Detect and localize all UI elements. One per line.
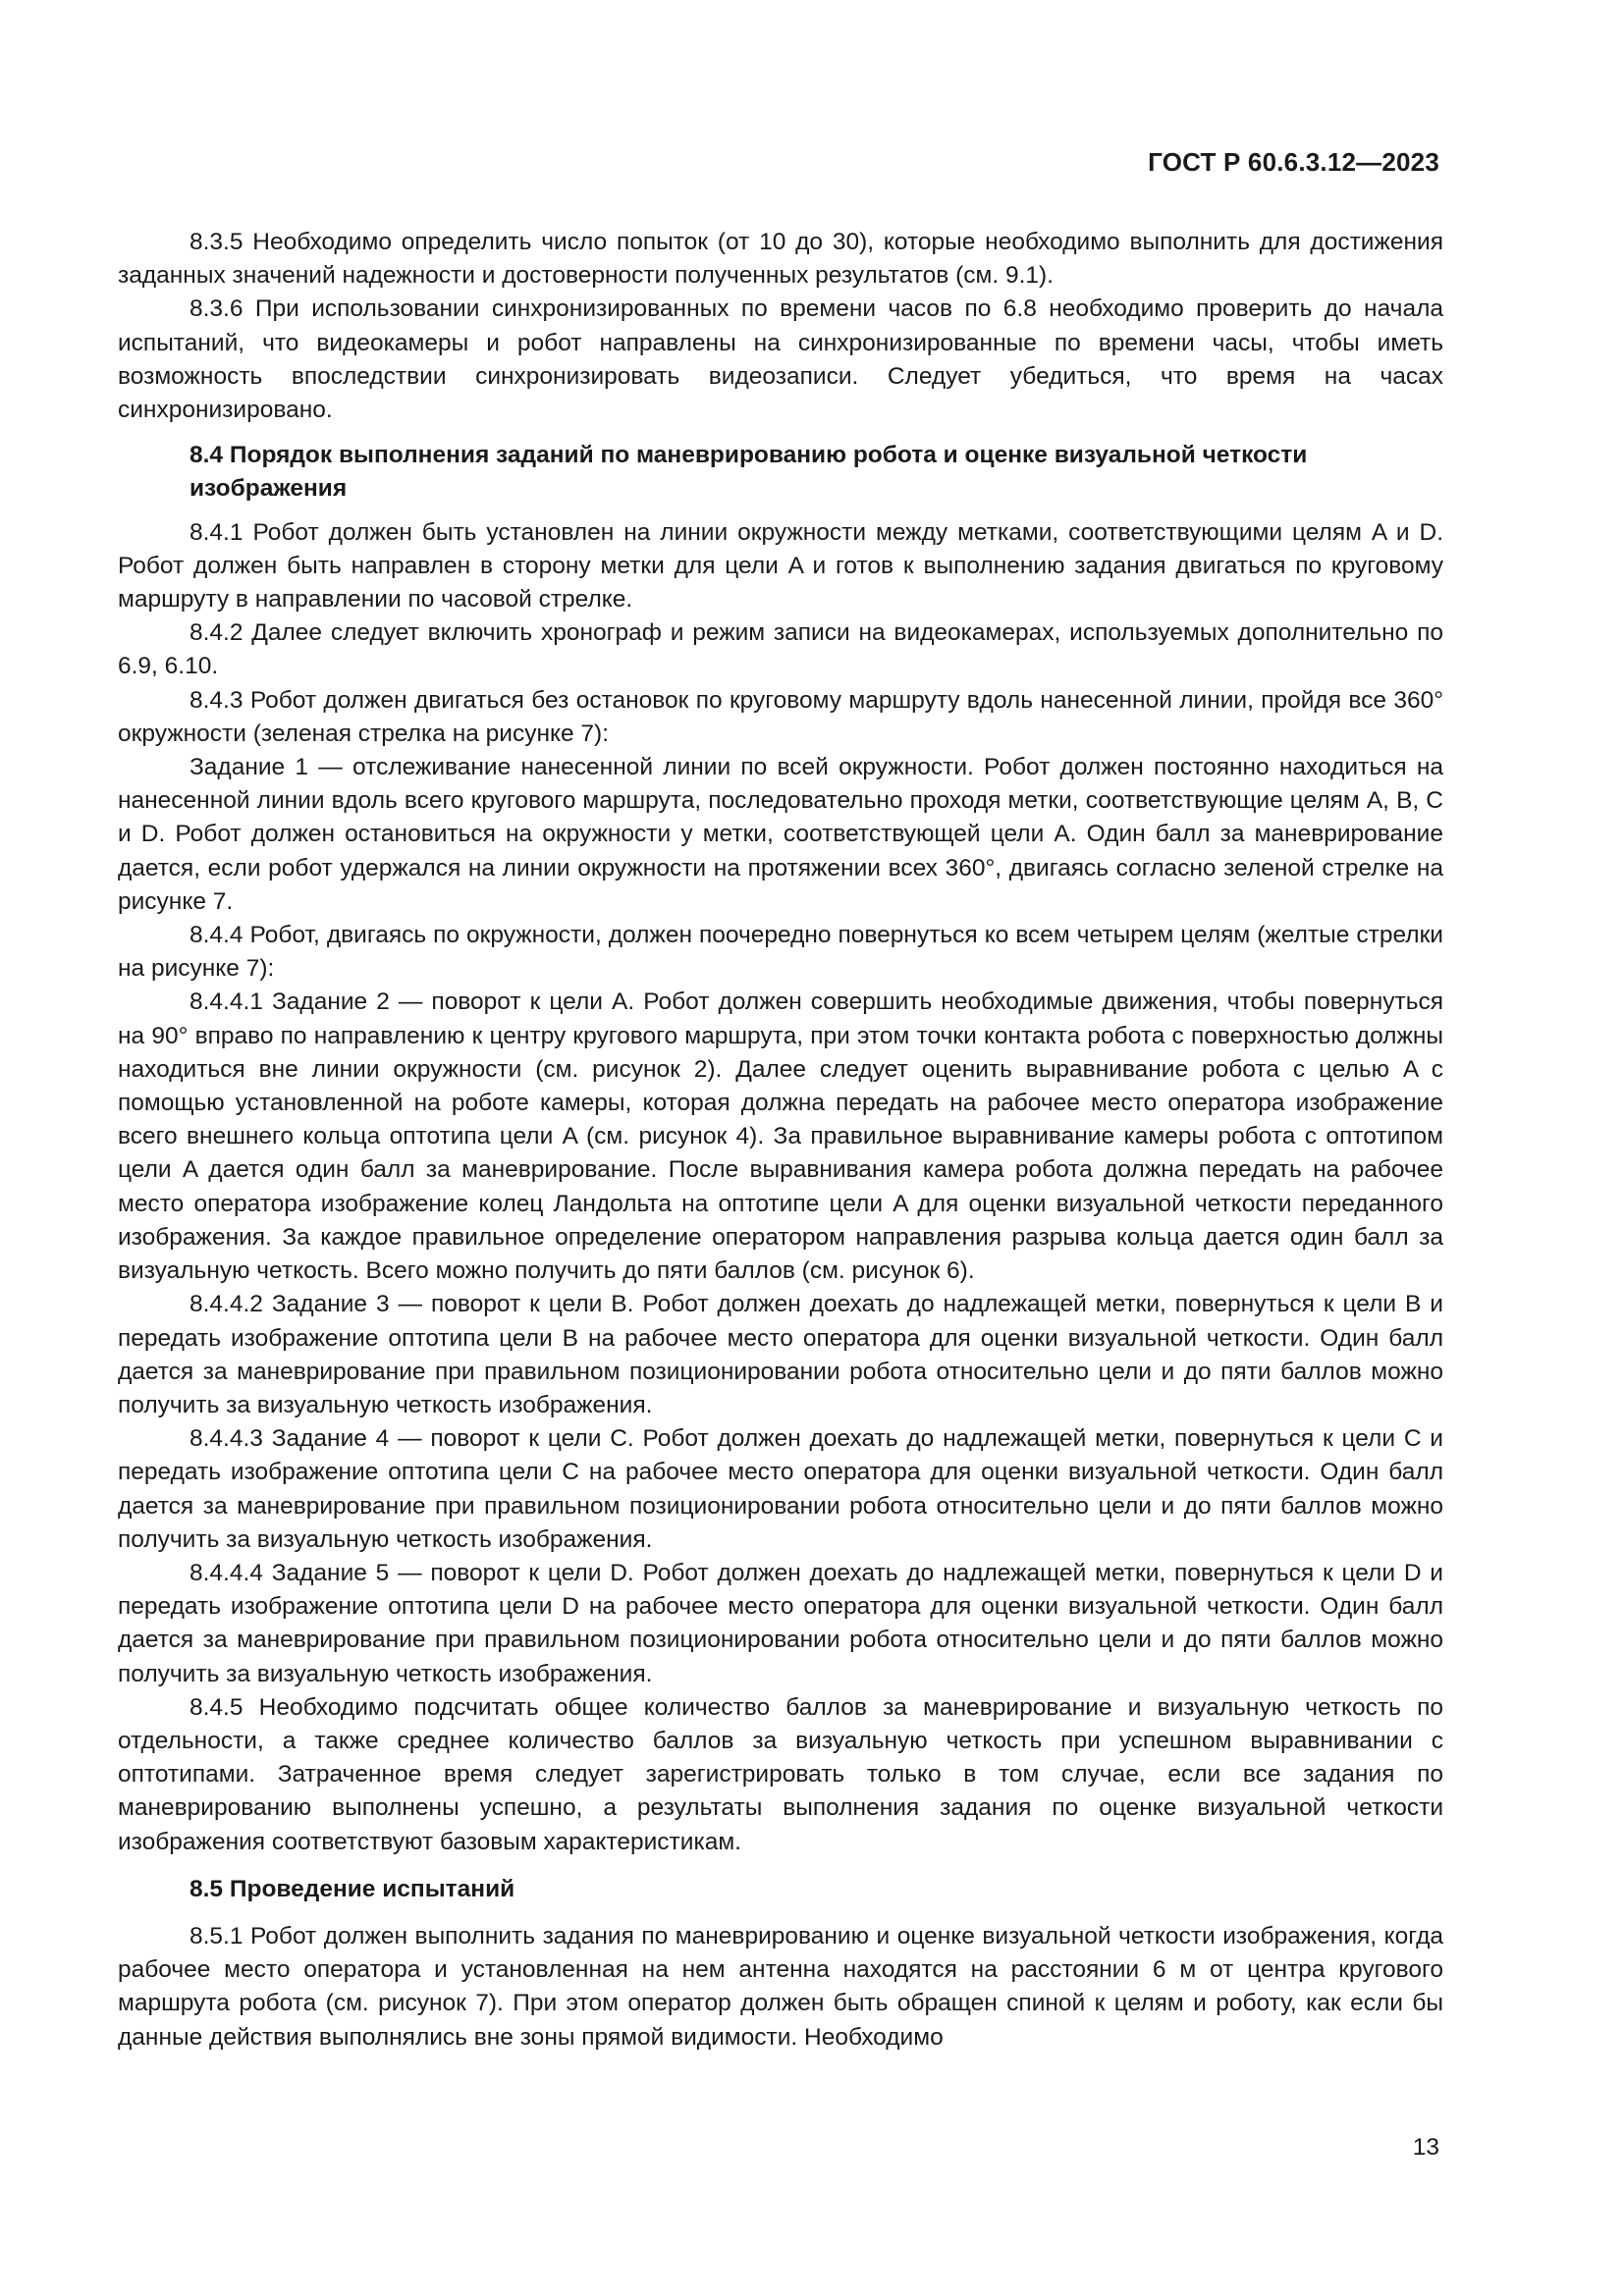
paragraph-8-4-4-1: 8.4.4.1 Задание 2 — поворот к цели A. Робот должен совершить необходимые движения, чтобы повернуться на 90° вправо по направлению к центру кругового маршрута, при этом точки контакта робота с поверхностью должны находиться вне линии окружности (см. рисунок 2). Далее следует оценить выравнивание робота с целью A с помощью установленной на роботе камеры, которая должна передать на рабочее место оператора изображение всего внешнего кольца оптотипа цели A (см. рисунок 4). За правильное выравнивание камеры робота с оптотипом цели A дается один балл за маневрирование. После выравнивания камера робота должна передать на рабочее место оператора изображение колец Ландольта на оптотипе цели A для оценки визуальной четкости переданного изображения. За каждое правильное определение оператором направления разрыва кольца дается один балл за визуальную четкость. Всего можно получить до пяти баллов (см. рисунок 6).: [118, 988, 1443, 1285]
document-code: ГОСТ Р 60.6.3.12—2023: [1148, 147, 1439, 177]
paragraph-8-3-5: 8.3.5 Необходимо определить число попыток (от 10 до 30), которые необходимо выполнить для достижения заданных значений надежности и достоверности полученных результатов (см. 9.1).: [118, 229, 1443, 290]
paragraph-task-1: Задание 1 — отслеживание нанесенной линии по всей окружности. Робот должен постоянно находиться на нанесенной линии вдоль всего кругового маршрута, последовательно проходя метки, соответствующие целям A, B, C и D. Робот должен остановиться на окружности у метки, соответствующей цели A. Один балл за маневрирование дается, если робот удержался на линии окружности на протяжении всех 360°, двигаясь согласно зеленой стрелке на рисунке 7.: [118, 754, 1443, 915]
paragraph-8-4-5: 8.4.5 Необходимо подсчитать общее количество баллов за маневрирование и визуальную четкость по отдельности, а также среднее количество баллов за визуальную четкость при успешном выравнивании с оптотипами. Затраченное время следует зарегистрировать только в том случае, если все задания по маневрированию выполнены успешно, а результаты выполнения задания по оценке визуальной четкости изображения соответствуют базовым характеристикам.: [118, 1693, 1443, 1855]
document-body: [118, 226, 1443, 2055]
section-heading-8-4: 8.4 Порядок выполнения заданий по маневрированию робота и оценке визуальной четкости изображения: [189, 442, 1308, 503]
paragraph-8-4-1: 8.4.1 Робот должен быть установлен на линии окружности между метками, соответствующими целям A и D. Робот должен быть направлен в сторону метки для цели A и готов к выполнению задания двигаться по круговому маршруту в направлении по часовой стрелке.: [118, 518, 1443, 614]
paragraph-8-3-6: 8.3.6 При использовании синхронизированных по времени часов по 6.8 необходимо проверить до начала испытаний, что видеокамеры и робот направлены на синхронизированные по времени часы, чтобы иметь возможность впоследствии синхронизировать видеозаписи. Следует убедиться, что время на часах синхронизировано.: [118, 295, 1443, 424]
paragraph-8-4-4-4: 8.4.4.4 Задание 5 — поворот к цели D. Робот должен доехать до надлежащей метки, повернуться к цели D и передать изображение оптотипа цели D на рабочее место оператора для оценки визуальной четкости. Один балл дается за маневрирование при правильном позиционировании робота относительно цели и до пяти баллов можно получить за визуальную четкость изображения.: [118, 1559, 1443, 1687]
paragraph-8-4-3: 8.4.3 Робот должен двигаться без остановок по круговому маршруту вдоль нанесенной линии, пройдя все 360° окружности (зеленая стрелка на рисунке 7):: [118, 686, 1443, 747]
section-heading-8-5: 8.5 Проведение испытаний: [189, 1875, 515, 1902]
paragraph-8-4-4-3: 8.4.4.3 Задание 4 — поворот к цели C. Робот должен доехать до надлежащей метки, повернуться к цели C и передать изображение оптотипа цели C на рабочее место оператора для оценки визуальной четкости. Один балл дается за маневрирование при правильном позиционировании робота относительно цели и до пяти баллов можно получить за визуальную четкость изображения.: [118, 1425, 1443, 1553]
paragraph-8-4-4-2: 8.4.4.2 Задание 3 — поворот к цели B. Робот должен доехать до надлежащей метки, повернуться к цели B и передать изображение оптотипа цели B на рабочее место оператора для оценки визуальной четкости. Один балл дается за маневрирование при правильном позиционировании робота относительно цели и до пяти баллов можно получить за визуальную четкость изображения.: [118, 1291, 1443, 1418]
paragraph-8-4-2: 8.4.2 Далее следует включить хронограф и режим записи на видеокамерах, используемых дополнительно по 6.9, 6.10.: [118, 619, 1443, 680]
paragraph-8-4-4: 8.4.4 Робот, двигаясь по окружности, должен поочередно повернуться ко всем четырем целям (желтые стрелки на рисунке 7):: [118, 922, 1443, 983]
paragraph-8-5-1: 8.5.1 Робот должен выполнить задания по маневрированию и оценке визуальной четкости изображения, когда рабочее место оператора и установленная на нем антенна находятся на расстоянии 6 м от центра кругового маршрута робота (см. рисунок 7). При этом оператор должен быть обращен спиной к целям и роботу, как если бы данные действия выполнялись вне зоны прямой видимости. Необходимо: [118, 1922, 1443, 2051]
page-number: 13: [1412, 2134, 1439, 2161]
